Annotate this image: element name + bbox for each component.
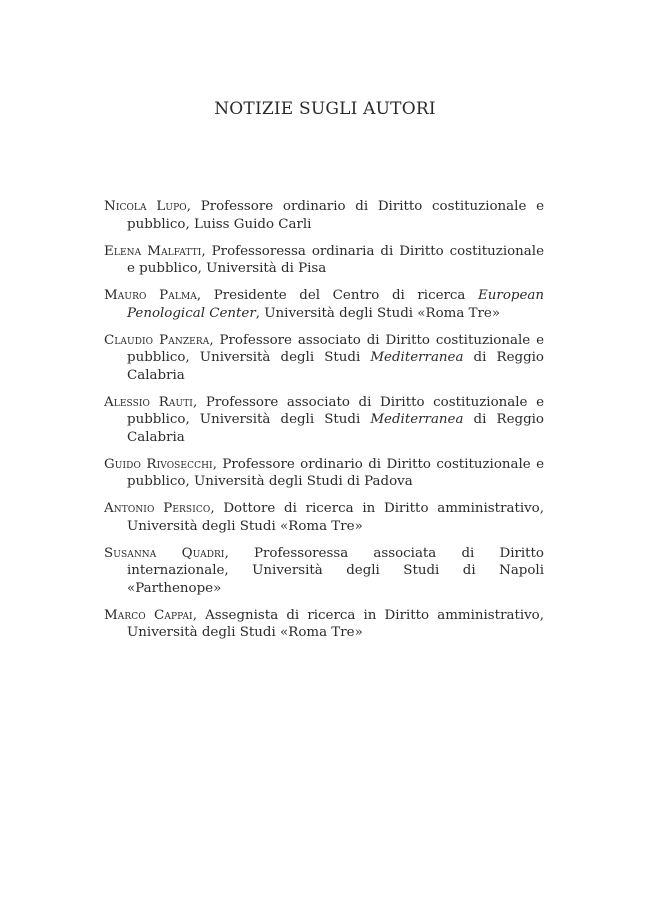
affiliation-text: , Professoressa associata di Diritto internazionale, Università degli Studi di Napoli «Parthenope» — [127, 545, 544, 596]
author-entry — [104, 287, 544, 322]
author-entry — [104, 394, 544, 447]
page-title: NOTIZIE SUGLI AUTORI — [214, 99, 436, 119]
affiliation-text: , Assegnista di ricerca in Diritto amministrativo, Università degli Studi «Roma Tre» — [127, 607, 544, 640]
affiliation-text: , Presidente del Centro di ricerca — [196, 288, 479, 303]
author-entry — [104, 545, 544, 598]
author-name: Susanna Quadri — [104, 545, 225, 561]
affiliation-text: , Professore ordinario di Diritto costituzionale e pubblico, Università degli Studi di Padova — [127, 456, 544, 489]
author-name: Guido Rivosecchi — [104, 456, 213, 472]
affiliation-text: , Professore associato di Diritto costituzionale e pubblico, Università degli Studi — [127, 332, 544, 365]
affiliation-italic-text: European Penological Center — [127, 288, 544, 321]
affiliation-text: , Professoressa ordinaria di Diritto costituzionale e pubblico, Università di Pisa — [127, 243, 544, 276]
affiliation-italic-text: Mediterranea — [370, 412, 464, 427]
author-entry — [104, 198, 544, 233]
author-name: Nicola Lupo — [104, 199, 187, 214]
affiliation-text: , Dottore di ricerca in Diritto amministrativo, Università degli Studi «Roma Tre» — [127, 501, 544, 534]
affiliation-text: , Professore associato di Diritto costituzionale e pubblico, Università degli Studi — [127, 394, 544, 427]
author-name: Marco Cappai — [104, 607, 193, 623]
author-entry — [104, 607, 544, 642]
author-name: Mauro Palma — [104, 288, 197, 303]
author-entry — [104, 243, 544, 278]
author-name: Alessio Rauti — [104, 394, 193, 410]
affiliation-text: di Reggio Calabria — [127, 350, 544, 383]
affiliation-text: di Reggio Calabria — [127, 412, 544, 445]
affiliation-text: , Professore ordinario di Diritto costituzionale e pubblico, Luiss Guido Carli — [127, 199, 544, 232]
affiliation-text: , Università degli Studi «Roma Tre» — [255, 305, 501, 321]
author-name: Claudio Panzera — [104, 332, 210, 348]
author-entry — [104, 500, 544, 535]
author-list — [104, 198, 544, 651]
affiliation-italic-text: Mediterranea — [370, 350, 464, 365]
author-name: Antonio Persico — [104, 501, 211, 516]
author-name: Elena Malfatti — [104, 243, 202, 259]
author-entry — [104, 456, 544, 491]
author-entry — [104, 332, 544, 385]
